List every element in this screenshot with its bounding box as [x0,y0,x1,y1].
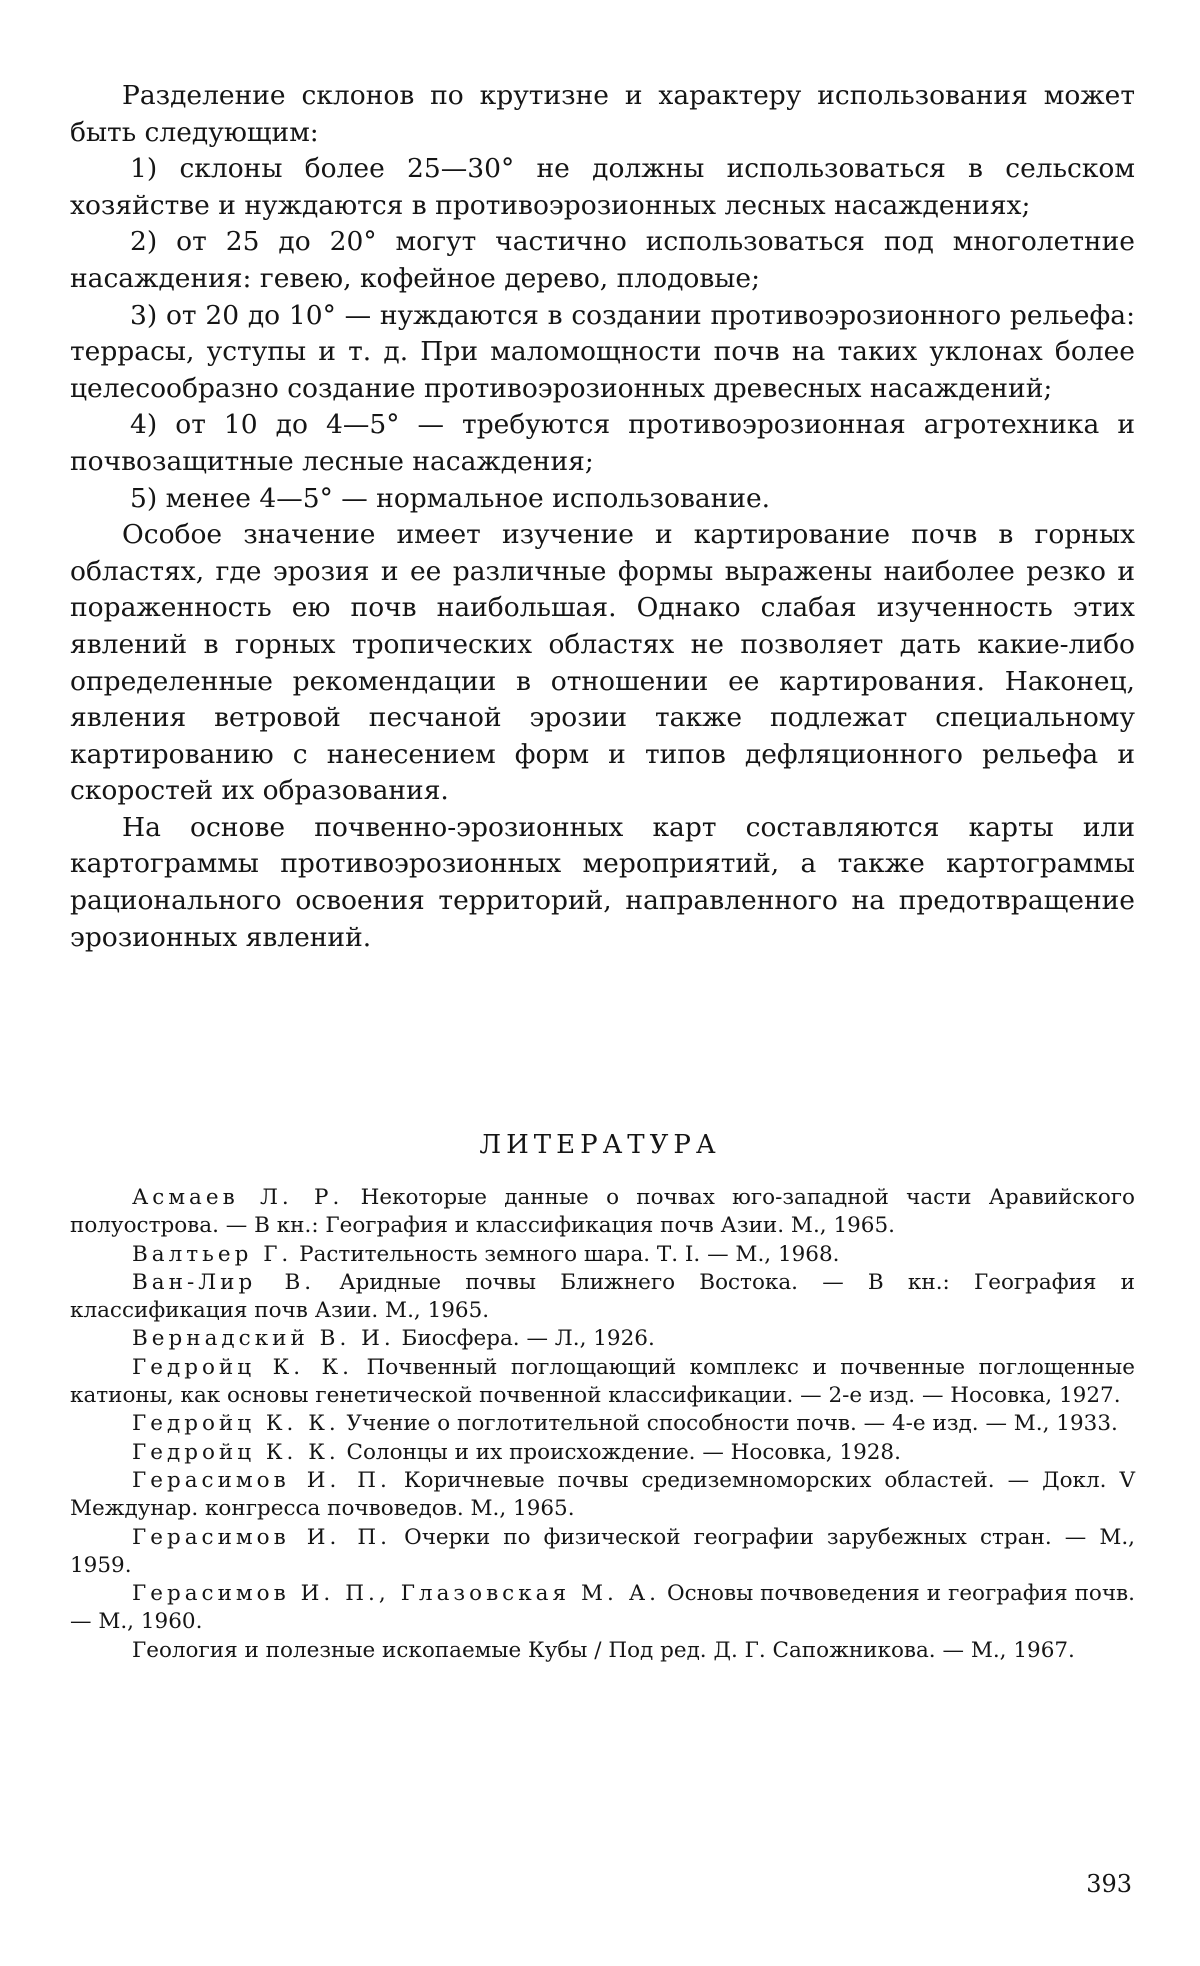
reference-author: Валтьер Г. [132,1241,293,1267]
main-text [70,78,1135,956]
reference-entry [70,1637,1135,1665]
reference-text: Основы почвоведения и география почв. — М., 1960. [70,1581,1135,1635]
reference-text: Коричневые почвы средиземноморских областей. — Докл. V Междунар. конгресса почвоведов. М., 1965. [70,1467,1135,1522]
list-item: 5) менее 4—5° — нормальное использование. [130,482,771,514]
reference-entry [70,1325,1135,1353]
reference-author: Гедройц К. К. [132,1354,354,1380]
list-item: 3) от 20 до 10° — нуждаются в создании противоэрозионного рельефа: террасы, уступы и т. д. При маломощности почв на таких уклонах более целесообразно создание противоэрозионных древесных насаждений; [70,299,1135,404]
list-item: 2) от 25 до 20° могут частично использоваться под многолетние насаждения: гевею, кофейное дерево, плодовые; [70,226,1135,294]
reference-author: Герасимов И. П. [132,1524,392,1550]
reference-text: Биосфера. — Л., 1926. [394,1326,655,1352]
reference-author: Гедройц К. К. [132,1439,340,1465]
reference-entry [70,1410,1135,1438]
paragraph-mountain-erosion: Особое значение имеет изучение и картирование почв в горных областях, где эрозия и ее различные формы выражены наиболее резко и пораженность ею почв наибольшая. Однако слабая изученность этих явлений в горных тропических областях не позволяет дать какие-либо определенные рекомендации в отношении ее картирования. Наконец, явления ветровой песчаной эрозии также подлежат специальному картированию с нанесением форм и типов дефляционного рельефа и скоростей их образования. [70,519,1135,807]
reference-author: Гедройц К. К. [132,1411,340,1437]
reference-entry [70,1184,1135,1241]
reference-text: Очерки по физической географии зарубежных стран. — М., 1959. [70,1524,1135,1578]
reference-text: Почвенный поглощающий комплекс и почвенные поглощенные катионы, как основы генетической почвенной классификации. — 2-е изд. — Носовка, 1927. [70,1354,1135,1409]
reference-text: Некоторые данные о почвах юго-западной части Аравийского полуострова. — В кн.: География и классификация почв Азии. М., 1965. [70,1185,1135,1239]
reference-text: Растительность земного шара. Т. I. — М., 1968. [292,1241,840,1267]
reference-author: Вернадский В. И. [132,1326,395,1352]
reference-author: Герасимов И. П., Глазовская М. А. [132,1581,661,1607]
list-item: 4) от 10 до 4—5° — требуются противоэрозионная агротехника и почвозащитные лесные насаждения; [70,409,1135,477]
reference-entry [70,1439,1135,1467]
reference-text: Геология и полезные ископаемые Кубы / Под ред. Д. Г. Сапожникова. — М., 1967. [132,1637,1075,1663]
list-item: 1) склоны более 25—30° не должны использоваться в сельском хозяйстве и нуждаются в противоэрозионных лесных насаждениях; [70,153,1135,221]
reference-entry [70,1580,1135,1637]
intro-paragraph: Разделение склонов по крутизне и характеру использования может быть следующим: [70,80,1135,148]
reference-entry [70,1354,1135,1411]
reference-text: Аридные почвы Ближнего Востока. — В кн.: География и классификация почв Азии. М., 1965. [70,1269,1136,1324]
reference-entry [70,1524,1135,1581]
reference-author: Асмаев Л. Р. [132,1185,344,1210]
reference-author: Герасимов И. П. [132,1467,391,1493]
reference-entry [70,1269,1135,1326]
page-number: 393 [1086,1870,1132,1898]
reference-text: Учение о поглотительной способности почв. — 4-е изд. — М., 1933. [339,1411,1118,1437]
reference-text: Солонцы и их происхождение. — Носовка, 1928. [339,1439,901,1465]
references-heading: ЛИТЕРАТУРА [479,1130,721,1160]
references-list [70,1184,1135,1665]
reference-entry [70,1467,1135,1524]
reference-entry [70,1241,1135,1269]
reference-author: Ван-Лир В. [132,1269,316,1295]
paragraph-erosion-maps: На основе почвенно-эрозионных карт составляются карты или картограммы противоэрозионных мероприятий, а также картограммы рационального освоения территорий, направленного на предотвращение эрозионных явлений. [70,811,1135,953]
